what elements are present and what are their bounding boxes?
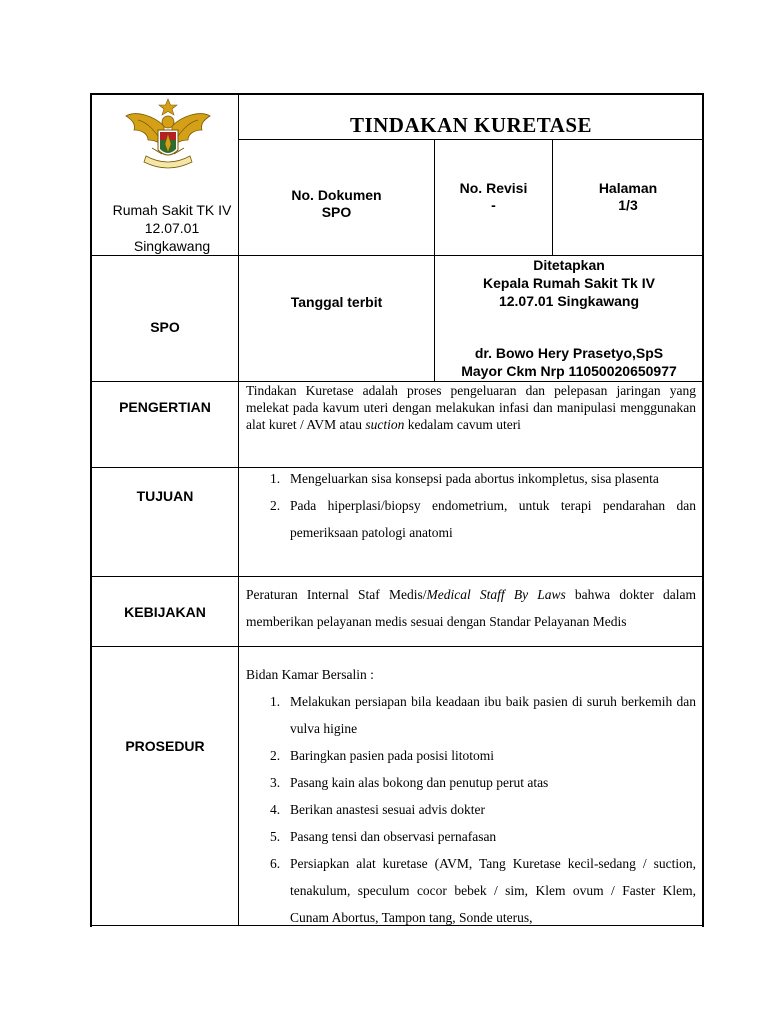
revision-label: No. Revisi xyxy=(459,180,528,196)
document-number-value: SPO xyxy=(321,204,352,220)
spo-label: SPO xyxy=(150,319,180,335)
section-label-prosedur: PROSEDUR xyxy=(125,738,205,754)
emblem-icon xyxy=(118,96,218,186)
page-label: Halaman xyxy=(598,180,658,196)
hospital-logo xyxy=(118,96,218,186)
list-item: 1. Mengeluarkan sisa konsepsi pada abortus inkompletus, sisa plasenta xyxy=(270,471,659,486)
pengertian-text-a: Tindakan Kuretase adalah proses pengeluaran dan pelepasan jaringan yang melekat pada kavum uteri dengan melakukan infasi dan manipulasi menggunakan alat kuret / AVM atau xyxy=(246,383,696,432)
hospital-name: Rumah Sakit TK IV 12.07.01 Singkawang xyxy=(112,202,232,254)
section-label-pengertian: PENGERTIAN xyxy=(119,399,211,415)
approval-line-3: 12.07.01 Singkawang xyxy=(498,293,640,309)
signatory-name: dr. Bowo Hery Prasetyo,SpS xyxy=(474,345,664,361)
page-value: 1/3 xyxy=(618,197,638,213)
list-item: 4. Berikan anastesi sesuai advis dokter xyxy=(270,802,485,817)
table-border xyxy=(702,93,704,927)
document-number-label: No. Dokumen xyxy=(291,187,382,203)
prosedur-intro: Bidan Kamar Bersalin : xyxy=(246,667,374,682)
pengertian-text-b: kedalam cavum uteri xyxy=(404,417,521,432)
table-border xyxy=(90,93,704,95)
revision-value: - xyxy=(491,197,496,213)
list-item: 3. Pasang kain alas bokong dan penutup perut atas xyxy=(270,775,549,790)
section-label-tujuan: TUJUAN xyxy=(136,488,194,504)
section-text-kebijakan xyxy=(246,581,696,635)
table-border xyxy=(90,646,703,647)
list-item: 6. Persiapkan alat kuretase (AVM, Tang Kuretase kecil-sedang / suction, tenakulum, speculum cocor bebek / sim, Klem ovum / Faster Klem, Cunam Abortus, Tampon tang, Sonde uterus, xyxy=(270,856,696,925)
table-border xyxy=(90,925,704,926)
list-item: 5. Pasang tensi dan observasi pernafasan xyxy=(270,829,497,844)
kebijakan-text-em: Medical Staff By Laws xyxy=(426,587,566,602)
issued-date-label: Tanggal terbit xyxy=(290,294,383,310)
table-border xyxy=(90,93,92,927)
tujuan-list xyxy=(246,465,696,546)
section-text-pengertian xyxy=(246,382,696,433)
table-border xyxy=(90,576,703,577)
revision-cell xyxy=(435,180,552,214)
list-item: 2. Baringkan pasien pada posisi litotomi xyxy=(270,748,494,763)
approval-line-1: Ditetapkan xyxy=(533,257,605,273)
kebijakan-text-b: bahwa dokter dalam memberikan pelayanan medis sesuai dengan Standar Pelayanan Medis xyxy=(246,587,696,629)
kebijakan-text-a: Peraturan Internal Staf Medis/ xyxy=(246,587,427,602)
section-text-tujuan xyxy=(246,465,696,546)
document-number-cell xyxy=(239,184,434,224)
page-cell xyxy=(553,180,703,214)
signatory-block xyxy=(435,344,703,380)
list-item: 1. Melakukan persiapan bila keadaan ibu baik pasien di suruh berkemih dan vulva higine xyxy=(270,694,696,736)
approval-block xyxy=(435,256,703,310)
section-label-kebijakan: KEBIJAKAN xyxy=(124,604,206,620)
section-text-prosedur xyxy=(246,661,696,925)
document-title: TINDAKAN KURETASE xyxy=(349,112,593,137)
signatory-rank: Mayor Ckm Nrp 11050020650977 xyxy=(461,363,677,379)
pengertian-text-em: suction xyxy=(365,417,405,432)
prosedur-list xyxy=(246,688,696,925)
list-item: 2. Pada hiperplasi/biopsy endometrium, untuk terapi pendarahan dan pemeriksaan patologi anatomi xyxy=(270,498,696,540)
approval-line-2: Kepala Rumah Sakit Tk IV xyxy=(483,275,655,291)
